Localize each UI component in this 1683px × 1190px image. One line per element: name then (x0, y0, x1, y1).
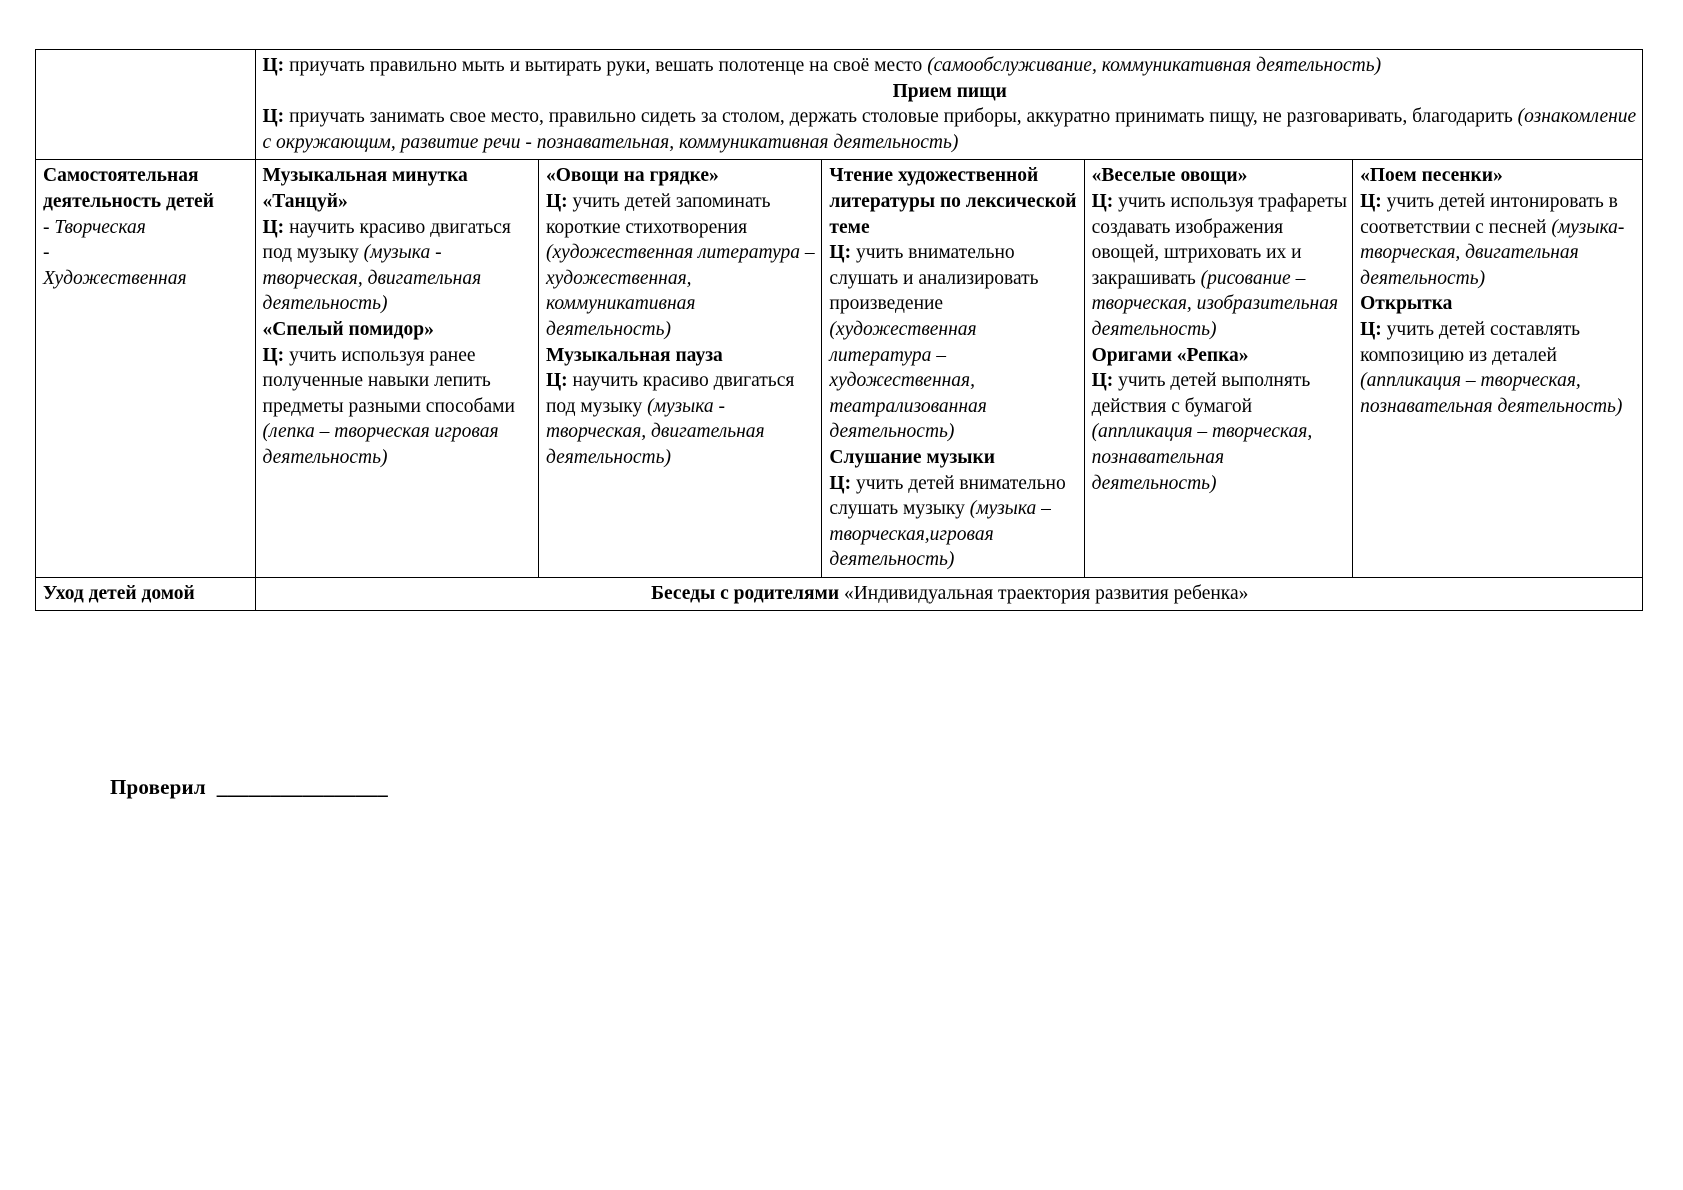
routine-content-cell (255, 50, 1642, 160)
activity-title-1: «Овощи на грядке» (545, 165, 719, 187)
activity-goal-1 (1360, 189, 1637, 291)
routine-line-2 (263, 104, 1637, 155)
activity-title-1: Музыкальная минутка «Танцуй» (262, 165, 468, 212)
activity-label-title: Самостоятельная деятельность детей (43, 165, 214, 212)
activity-title-2: Оригами «Репка» (1091, 344, 1249, 366)
activity-goal-2-text: учить детей выполнять действия с бумагой (1091, 370, 1311, 417)
activity-goal-1-italic: (музыка-творческая, двигательная деятельность) (1360, 216, 1625, 289)
routine-line-2-italic: (ознакомление с окружающим, развитие речи - познавательная, коммуникативная деятельность) (262, 106, 1637, 153)
activity-goal-2-text: учить используя ранее полученные навыки лепить предметы разными способами (262, 344, 515, 417)
activity-goal-2-italic: (аппликация – творческая, познавательная деятельность) (1091, 421, 1313, 494)
activity-label-item-2: - (43, 242, 50, 264)
activity-title-2: Музыкальная пауза (545, 344, 723, 366)
going-home-content (263, 581, 1637, 607)
parent-talks-label: Беседы с родителями (651, 582, 840, 604)
activity-goal-1 (546, 189, 816, 343)
routine-line-2-text: приучать занимать свое место, правильно сидеть за столом, держать столовые приборы, аккуратно принимать пищу, не разговаривать, благодарить (284, 106, 1518, 128)
goal-marker: Ц: (545, 370, 568, 392)
activity-goal-1 (1092, 189, 1348, 343)
activity-title-2: Слушание музыки (829, 446, 995, 468)
activity-title-1: «Веселые овощи» (1091, 165, 1248, 187)
activity-title-1: Чтение художественной литературы по лексической теме (829, 165, 1077, 238)
activity-goal-2 (263, 343, 533, 471)
activity-goal-1 (263, 215, 533, 317)
activity-goal-2-text: учить детей составлять композицию из деталей (1360, 318, 1581, 366)
activity-label-cell (36, 160, 256, 578)
activity-goal-2-text: научить красиво двигаться под музыку (545, 370, 795, 417)
activity-cell-funny-vegetables (1084, 160, 1353, 578)
activity-label-item-3: Художественная (43, 267, 187, 289)
goal-marker: Ц: (545, 190, 568, 212)
activity-title-1: «Поем песенки» (1360, 165, 1503, 187)
activity-cell-vegetables-in-garden (538, 160, 821, 578)
signature-line: Проверил ________________ (110, 775, 388, 799)
goal-marker: Ц: (1091, 190, 1114, 212)
goal-marker: Ц: (262, 106, 285, 128)
activity-goal-1-text: учить детей интонировать в соответствии с песней (1360, 190, 1618, 238)
activity-title-2: Открытка (1360, 293, 1453, 315)
activity-cell-music-minute (255, 160, 538, 578)
activity-goal-2-text: учить детей внимательно слушать музыку (829, 472, 1066, 520)
meal-heading: Прием пищи (892, 80, 1007, 102)
routine-line-1-italic: (самообслуживание, коммуникативная деятельность) (927, 55, 1382, 76)
activity-goal-1-text: учить используя трафареты создавать изображения овощей, штриховать их и закрашивать (1091, 190, 1347, 289)
activity-goal-2-italic: (музыка - творческая, двигательная деятельность) (545, 395, 765, 468)
goal-marker: Ц: (829, 242, 852, 264)
activity-cell-fiction-reading (822, 160, 1084, 578)
goal-marker: Ц: (262, 344, 285, 366)
table-row-activities (36, 160, 1643, 578)
activity-title-2: «Спелый помидор» (262, 318, 434, 340)
activity-goal-1-text: учить детей запоминать короткие стихотворения (545, 190, 771, 238)
routine-label-cell (36, 50, 256, 160)
activity-goal-2 (1360, 317, 1637, 419)
goal-marker: Ц: (829, 472, 852, 494)
activity-goal-2-italic: (лепка – творческая игровая деятельность) (262, 421, 499, 468)
activity-goal-1-italic: (художественная литература – художественная, коммуникативная деятельность) (545, 242, 815, 340)
activity-goal-1-text: учить внимательно слушать и анализировать произведение (829, 242, 1039, 315)
table-row-going-home (36, 577, 1643, 611)
parent-talks-topic: «Индивидуальная траектория развития ребенка» (839, 582, 1249, 604)
going-home-label-cell (36, 577, 256, 611)
routine-line-1 (263, 53, 1637, 79)
table-row-routine (36, 50, 1643, 160)
goal-marker: Ц: (262, 216, 285, 238)
activity-goal-2-italic: (аппликация – творческая, познавательная деятельность) (1360, 370, 1623, 417)
activity-goal-1-italic: (художественная литература – художественная, театрализованная деятельность) (829, 318, 987, 443)
activity-goal-1-italic: (рисование – творческая, изобразительная деятельность) (1091, 267, 1339, 340)
activity-goal-2 (1092, 368, 1348, 496)
goal-marker: Ц: (1091, 370, 1114, 392)
activity-goal-1 (829, 240, 1078, 445)
activity-goal-1-italic: (музыка - творческая, двигательная деятельность) (262, 242, 482, 315)
activity-goal-2-italic: (музыка – творческая,игровая деятельность) (829, 498, 1051, 571)
going-home-label: Уход детей домой (43, 582, 195, 604)
activity-goal-2 (829, 471, 1078, 573)
activity-cell-singing-songs (1353, 160, 1643, 578)
activity-goal-2 (546, 368, 816, 470)
lesson-plan-table (35, 49, 1643, 611)
activity-label-item-1: - Творческая (43, 216, 146, 238)
goal-marker: Ц: (1360, 190, 1382, 212)
routine-line-1-text: приучать правильно мыть и вытирать руки, вешать полотенце на своё место (284, 55, 928, 76)
going-home-content-cell (255, 577, 1642, 611)
goal-marker: Ц: (1360, 318, 1382, 340)
goal-marker: Ц: (262, 55, 285, 76)
activity-goal-1-text: научить красиво двигаться под музыку (262, 216, 511, 264)
